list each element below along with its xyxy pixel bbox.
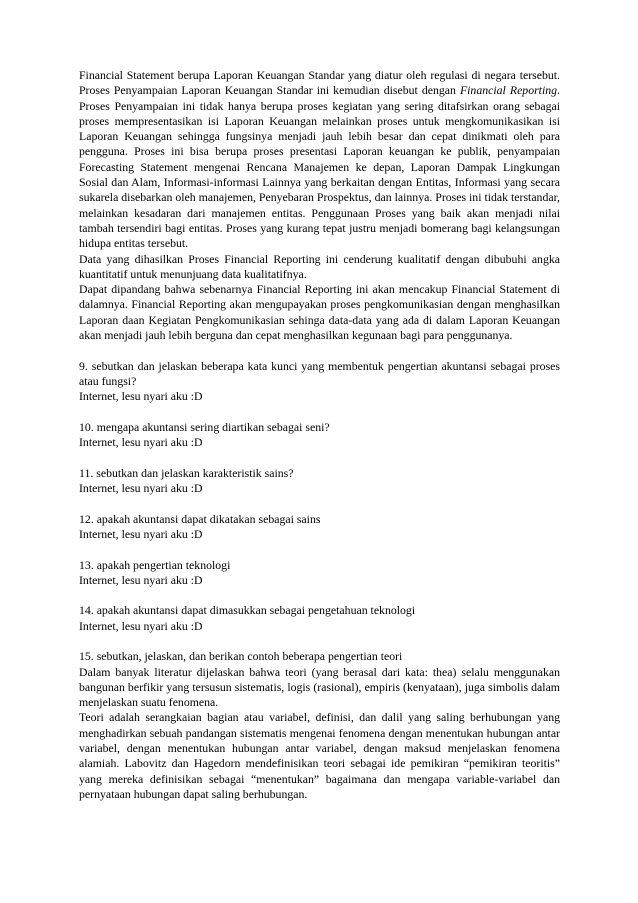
answer-text: Internet, lesu nyari aku :D: [79, 618, 203, 633]
answer-text: Internet, lesu nyari aku :D: [79, 389, 203, 404]
question-text: 10. mengapa akuntansi sering diartikan sebagai seni?: [79, 419, 330, 434]
spacer: [79, 588, 560, 603]
qa-block-15: [79, 649, 560, 802]
intro-paragraph-scope: Dapat dipandang bahwa sebenarnya Financial Reporting ini akan mencakup Financial Statement di dalamnya. Financial Reporting akan mengupayakan proses pengkomunikasian dengan menghasilkan Laporan daan Kegiatan Pengkomunikasian sehinga data-data yang ada di dalam Laporan Keuangan akan menjadi jauh lebih berguna dan cepat menghasilkan kegunaan bagi para penggunanya.: [79, 282, 560, 343]
qa-block-11: [79, 466, 560, 497]
qa-block-13: [79, 558, 560, 589]
intro-text-part-1: Financial Statement berupa Laporan Keuangan Standar yang diatur oleh regulasi di negara tersebut. Proses Penyampaian Laporan Keuangan Standar ini kemudian disebut dengan: [79, 68, 560, 98]
answer-paragraph-theory-literature: Dalam banyak literatur dijelaskan bahwa teori (yang berasal dari kata: thea) selalu menggunakan bangunan berfikir yang tersusun sistematis, logis (rasional), empiris (kenyataan), juga simbolis dalam menjelaskan suatu fenomena.: [79, 664, 560, 710]
intro-paragraph-data: Data yang dihasilkan Proses Financial Reporting ini cenderung kualitatif dengan dibubuhi angka kuantitatif untuk menunjuang data kualitatifnya.: [79, 251, 560, 281]
qa-block-12: [79, 512, 560, 543]
answer-text: Internet, lesu nyari aku :D: [79, 481, 203, 496]
question-text: 12. apakah akuntansi dapat dikatakan sebagai sains: [79, 511, 321, 526]
spacer: [79, 496, 560, 511]
question-text: 11. sebutkan dan jelaskan karakteristik sains?: [79, 465, 294, 480]
question-text: 9. sebutkan dan jelaskan beberapa kata kunci yang membentuk pengertian akuntansi sebagai proses atau fungsi?: [79, 358, 560, 388]
spacer: [79, 343, 560, 358]
question-text: 14. apakah akuntansi dapat dimasukkan sebagai pengetahuan teknologi: [79, 603, 416, 618]
answer-text: Internet, lesu nyari aku :D: [79, 526, 203, 541]
spacer: [79, 634, 560, 649]
intro-paragraph-financial-reporting: [79, 68, 560, 252]
question-text: 13. apakah pengertian teknologi: [79, 557, 231, 572]
intro-text-part-2: . Proses Penyampaian ini tidak hanya berupa proses kegiatan yang sering ditafsirkan orang sebagai proses mempresentasikan isi Laporan Keuangan melainkan proses untuk mengkomunikasikan isi Laporan Keuangan sehingga fungsinya menjadi jauh lebih besar dan cepat dinikmati oleh para pengguna. Proses ini bisa berupa proses presentasi Laporan keuangan ke publik, penyampaian Forecasting Statement mengenai Rencana Manajemen ke depan, Laporan Dampak Lingkungan Sosial dan Alam, Informasi-informasi Lainnya yang berkaitan dengan Entitas, Informasi yang secara sukarela disebarkan oleh manajemen, Penyebaran Prospektus, dan lainnya. Proses ini tidak terstandar, melainkan kesadaran dari manajemen entitas. Penggunaan Proses yang baik akan menjadi nilai tambah tersendiri bagi entitas. Proses yang kurang tepat justru menjadi bomerang bagi kelangsungan hidupa entitas tersebut.: [79, 83, 560, 251]
answer-text: Internet, lesu nyari aku :D: [79, 572, 203, 587]
answer-text: Internet, lesu nyari aku :D: [79, 435, 203, 450]
qa-block-10: [79, 420, 560, 451]
spacer: [79, 542, 560, 557]
qa-block-9: [79, 359, 560, 405]
intro-italic-term: Financial Reporting: [459, 83, 558, 98]
qa-block-14: [79, 603, 560, 634]
question-text: 15. sebutkan, jelaskan, dan berikan contoh beberapa pengertian teori: [79, 649, 403, 664]
spacer: [79, 405, 560, 420]
spacer: [79, 450, 560, 465]
answer-paragraph-theory-definition: Teori adalah serangkaian bagian atau variabel, definisi, dan dalil yang saling berhubungan yang menghadirkan sebuah pandangan sistematis mengenai fenomena dengan menentukan hubungan antar variabel, dengan menentukan hubungan antar variabel, dengan maksud menjelaskan fenomena alamiah. Labovitz dan Hagedorn mendefinisikan teori sebagai ide pemikiran “pemikiran teoritis” yang mereka definisikan sebagai “menentukan” bagaimana dan mengapa variable-variabel dan pernyataan hubungan dapat saling berhubungan.: [79, 710, 560, 801]
